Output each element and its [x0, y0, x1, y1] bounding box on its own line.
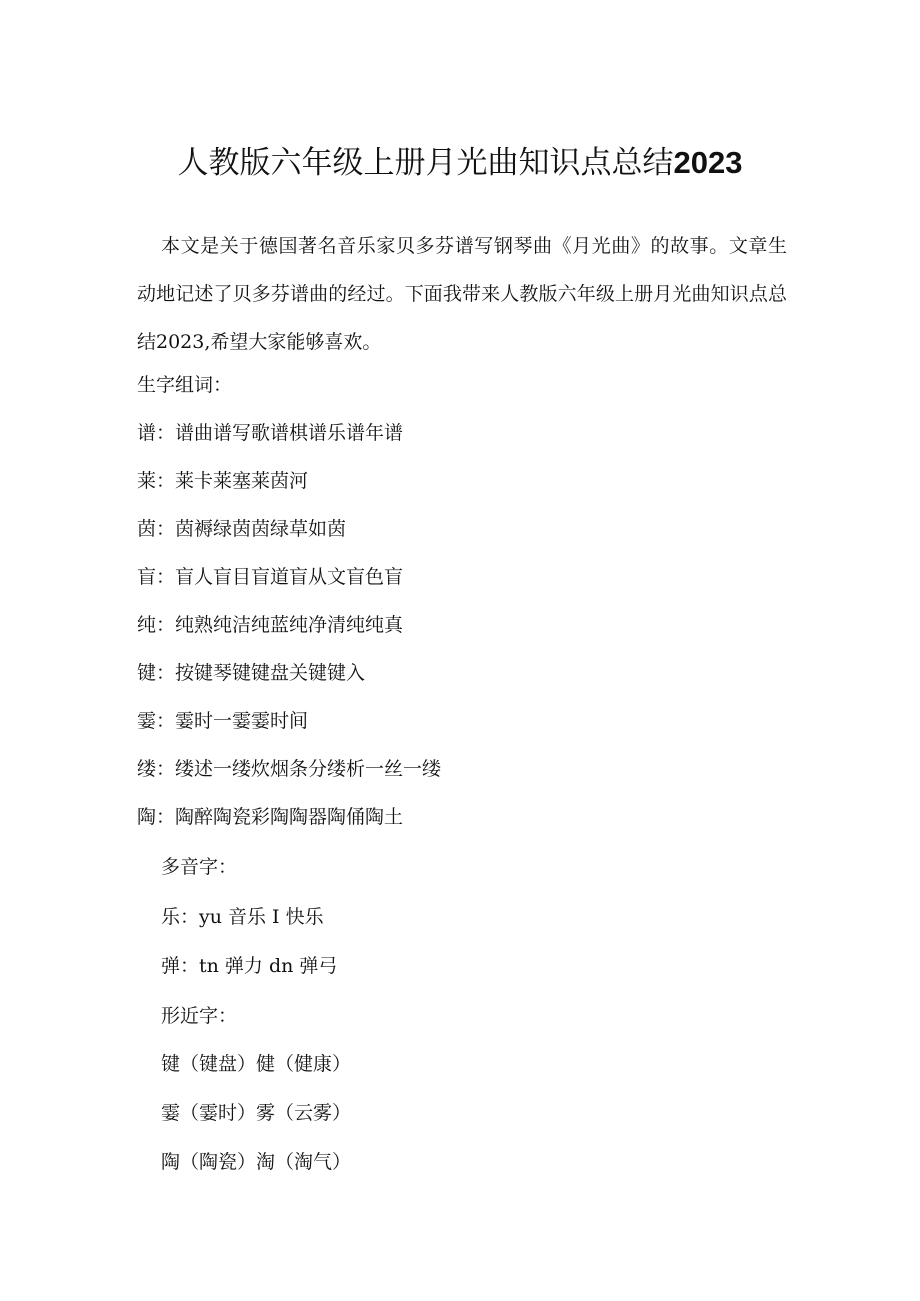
- shengzi-line-7: 霎：霎时一霎霎时间: [137, 710, 309, 732]
- shengzi-line-1: 谱：谱曲谱写歌谱棋谱乐谱年谱: [137, 422, 404, 444]
- shengzi-line-4: 盲：盲人盲目盲道盲从文盲色盲: [137, 566, 404, 588]
- shengzi-line-8: 缕：缕述一缕炊烟条分缕析一丝一缕: [137, 758, 442, 780]
- xingjin-line-2: 霎（霎时）雾（云雾）: [161, 1102, 352, 1124]
- shengzi-heading: 生字组词：: [137, 374, 233, 396]
- xingjin-line-1: 键（键盘）健（健康）: [161, 1053, 352, 1075]
- shengzi-line-5: 纯：纯熟纯洁纯蓝纯净清纯纯真: [137, 614, 404, 636]
- document-title: [0, 143, 920, 183]
- shengzi-line-2: 莱：莱卡莱塞莱茵河: [137, 470, 309, 492]
- title-text: 人教版六年级上册月光曲知识点总结: [177, 145, 674, 181]
- duoyin-line-1: 乐：yu 音乐 I 快乐: [161, 906, 324, 928]
- shengzi-line-9: 陶：陶醉陶瓷彩陶陶器陶俑陶土: [137, 806, 404, 828]
- duoyin-line-2: 弹：tn 弹力 dn 弹弓: [161, 955, 338, 977]
- duoyin-heading: 多音字：: [161, 856, 238, 878]
- title-year: 2023: [673, 145, 743, 180]
- xingjin-heading: 形近字：: [161, 1005, 238, 1027]
- shengzi-line-3: 茵：茵褥绿茵茵绿草如茵: [137, 518, 347, 540]
- intro-paragraph: 本文是关于德国著名音乐家贝多芬谱写钢琴曲《月光曲》的故事。文章生动地记述了贝多芬谱曲的经过。下面我带来人教版六年级上册月光曲知识点总结2023,希望大家能够喜欢。: [137, 235, 787, 353]
- xingjin-line-3: 陶（陶瓷）淘（淘气）: [161, 1151, 352, 1173]
- shengzi-line-6: 键：按键琴键键盘关键键入: [137, 662, 366, 684]
